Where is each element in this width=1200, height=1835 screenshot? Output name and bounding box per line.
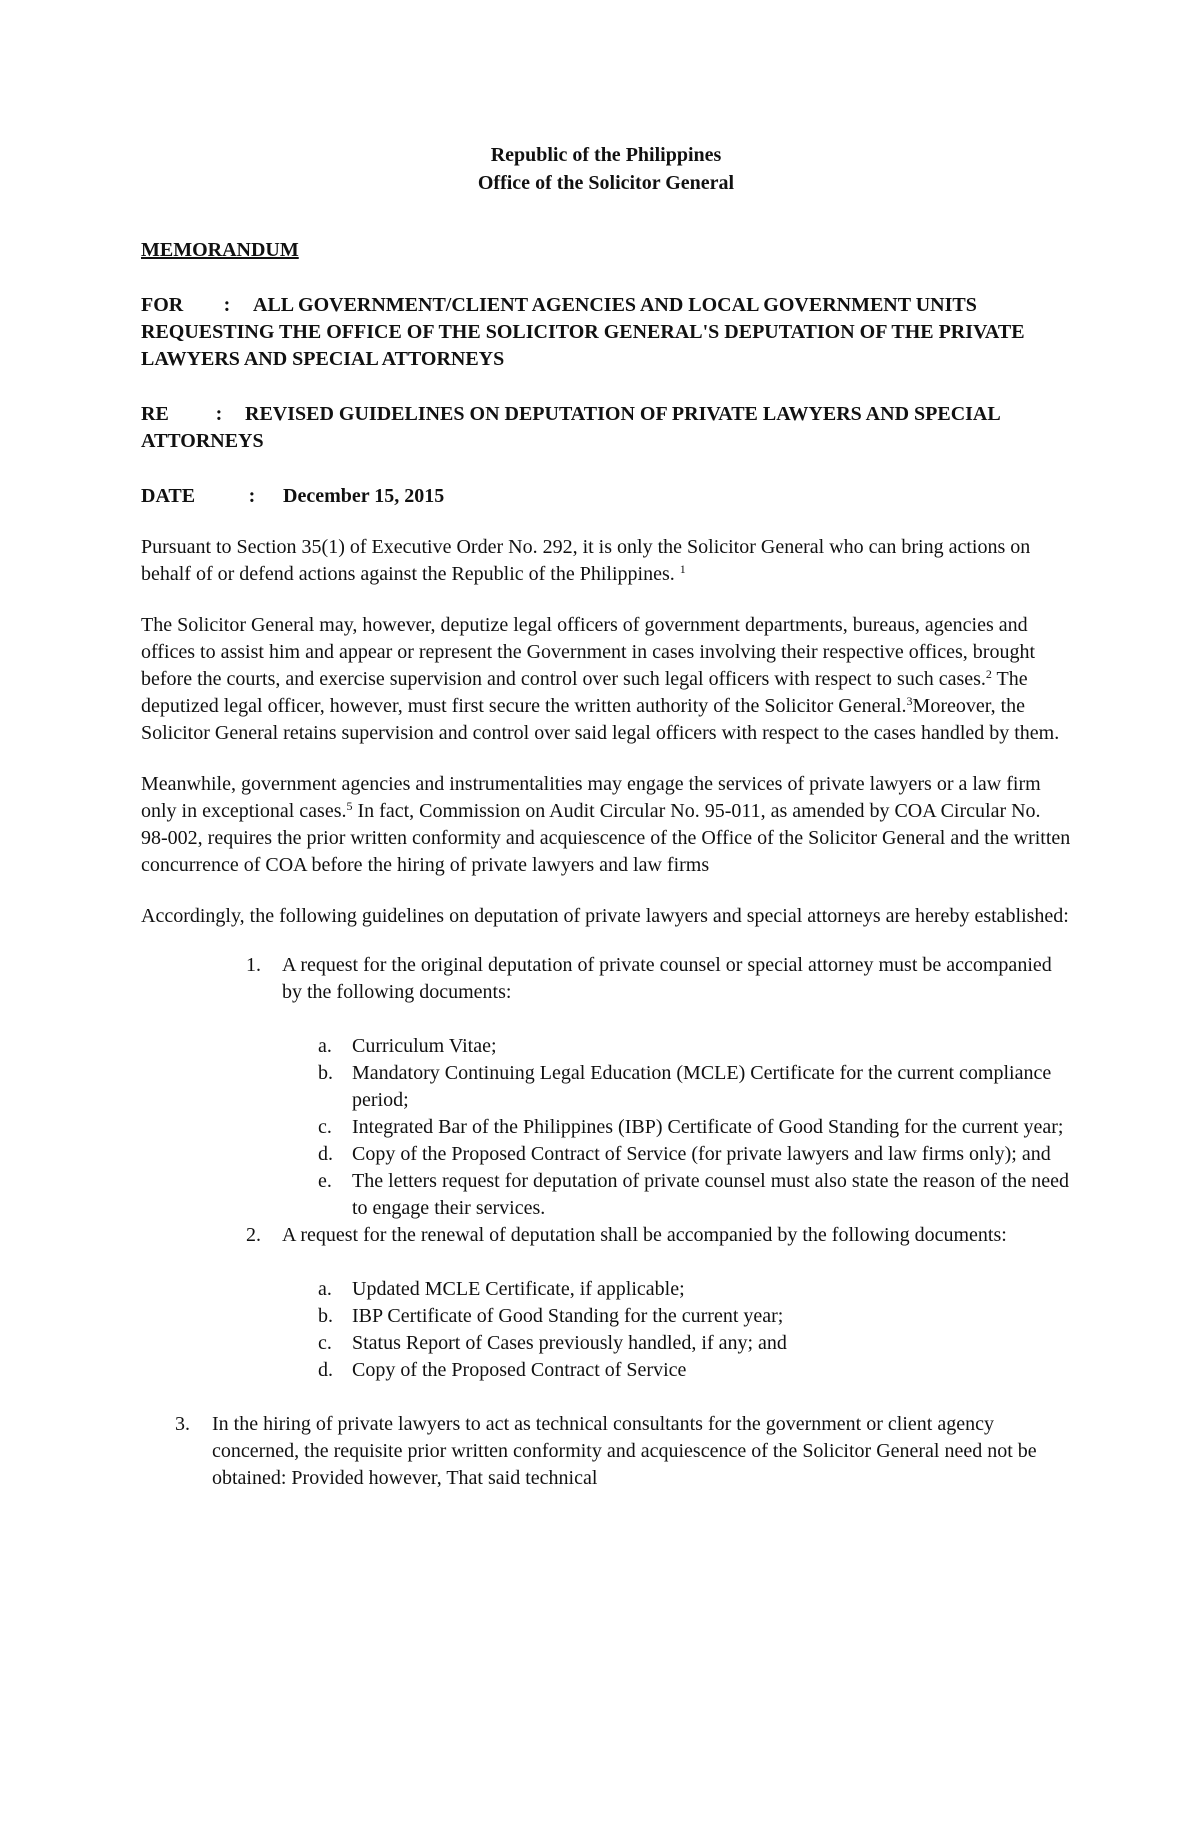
for-value: ALL GOVERNMENT/CLIENT AGENCIES AND LOCAL GOVERNMENT UNITS REQUESTING THE OFFICE OF THE SOLICITOR GENERAL'S DEPUTATION OF THE PRIVATE LAWYERS AND SPECIAL ATTORNEYS: [141, 294, 1025, 370]
footnote-ref: 5: [346, 799, 353, 813]
requirement-text: Integrated Bar of the Philippines (IBP) Certificate of Good Standing for the current year;: [352, 1116, 1064, 1138]
guideline-item: [141, 1222, 1071, 1384]
guideline-number: 2.: [246, 1224, 261, 1246]
requirement-letter: a.: [318, 1035, 332, 1057]
requirement-letter: c.: [318, 1116, 332, 1138]
requirement-item: [282, 1303, 1071, 1330]
requirement-text: Updated MCLE Certificate, if applicable;: [352, 1278, 685, 1300]
paragraph-text: Moreover, the Solicitor General retains supervision and control over said legal officers with respect to the cases handled by them.: [141, 695, 1060, 744]
date-value: December 15, 2015: [283, 485, 445, 507]
requirement-letter: d.: [318, 1143, 333, 1165]
requirement-text: Copy of the Proposed Contract of Service (for private lawyers and law firms only); and: [352, 1143, 1051, 1165]
guideline-number: 1.: [246, 954, 261, 976]
letterhead-office: Office of the Solicitor General: [477, 172, 735, 194]
paragraph-text: Accordingly, the following guidelines on deputation of private lawyers and special attorneys are hereby established:: [141, 905, 1069, 927]
guideline-text: A request for the renewal of deputation shall be accompanied by the following documents:: [282, 1224, 1007, 1246]
requirement-text: Copy of the Proposed Contract of Service: [352, 1359, 687, 1381]
for-field: [141, 292, 1071, 373]
requirement-item: [282, 1357, 1071, 1384]
guidelines-list: [141, 952, 1071, 1492]
paragraph-text: Pursuant to Section 35(1) of Executive Order No. 292, it is only the Solicitor General who can bring actions on behalf of or defend actions against the Republic of the Philippines.: [141, 536, 1031, 585]
paragraph-text: The Solicitor General may, however, deputize legal officers of government departments, bureaus, agencies and offices to assist him and appear or represent the Government in cases involving their respective offices, brought before the courts, and exercise supervision and control over such legal officers with respect to such cases.: [141, 614, 1035, 690]
paragraph-deputization: [141, 612, 1071, 747]
paragraph-text: Meanwhile, government agencies and instrumentalities may engage the services of private lawyers or a law firm only in exceptional cases.: [141, 773, 1041, 822]
paragraph-private-lawyers: [141, 771, 1071, 879]
footnote-ref: 3: [906, 694, 913, 708]
requirement-text: The letters request for deputation of private counsel must also state the reason of the need to engage their services.: [352, 1170, 1069, 1219]
paragraph-text: In fact, Commission on Audit Circular No. 95-011, as amended by COA Circular No. 98-002, requires the prior written conformity and acquiescence of the Office of the Solicitor General and the written concurrence of COA before the hiring of private lawyers and law firms: [141, 800, 1071, 876]
requirement-item: [282, 1276, 1071, 1303]
re-value: REVISED GUIDELINES ON DEPUTATION OF PRIVATE LAWYERS AND SPECIAL ATTORNEYS: [141, 403, 1000, 452]
memo-body: [141, 141, 1071, 1492]
requirement-text: Mandatory Continuing Legal Education (MCLE) Certificate for the current compliance period;: [352, 1062, 1052, 1111]
guideline-item: [141, 952, 1071, 1222]
guideline-text: In the hiring of private lawyers to act as technical consultants for the government or client agency concerned, the requisite prior written conformity and acquiescence of the Solicitor General need not be obtained: Provided however, That said technical: [212, 1413, 1037, 1489]
requirement-item: [282, 1141, 1071, 1168]
re-field: [141, 401, 1071, 455]
requirement-letter: b.: [318, 1062, 333, 1084]
paragraph-text: The deputized legal officer, however, must first secure the written authority of the Solicitor General.: [141, 668, 1028, 717]
requirement-letter: a.: [318, 1278, 332, 1300]
requirement-list: [282, 1033, 1071, 1222]
re-colon: :: [215, 403, 223, 425]
requirement-letter: e.: [318, 1170, 332, 1192]
letterhead: [141, 141, 1071, 197]
requirement-item: [282, 1114, 1071, 1141]
guideline-number: 3.: [175, 1413, 190, 1435]
requirement-text: Status Report of Cases previously handled, if any; and: [352, 1332, 787, 1354]
requirement-letter: b.: [318, 1305, 333, 1327]
requirement-text: IBP Certificate of Good Standing for the current year;: [352, 1305, 784, 1327]
guideline-item: [141, 1411, 1071, 1492]
guideline-text: A request for the original deputation of private counsel or special attorney must be accompanied by the following documents:: [282, 954, 1052, 1003]
requirement-item: [282, 1168, 1071, 1222]
footnote-ref: 2: [985, 667, 992, 681]
for-colon: :: [223, 294, 231, 316]
for-key: FOR: [141, 294, 184, 316]
date-field: [141, 483, 1071, 510]
letterhead-country: Republic of the Philippines: [490, 144, 722, 166]
footnote-ref: 1: [679, 562, 686, 576]
requirement-letter: d.: [318, 1359, 333, 1381]
memorandum-label: MEMORANDUM: [141, 239, 299, 261]
re-key: RE: [141, 403, 169, 425]
requirement-item: [282, 1033, 1071, 1060]
requirement-item: [282, 1330, 1071, 1357]
requirement-text: Curriculum Vitae;: [352, 1035, 497, 1057]
date-key: DATE: [141, 485, 196, 507]
paragraph-guidelines-intro: [141, 903, 1071, 930]
requirement-list: [282, 1276, 1071, 1384]
requirement-item: [282, 1060, 1071, 1114]
date-colon: :: [248, 485, 256, 507]
requirement-letter: c.: [318, 1332, 332, 1354]
paragraph-legal-basis: [141, 534, 1071, 588]
